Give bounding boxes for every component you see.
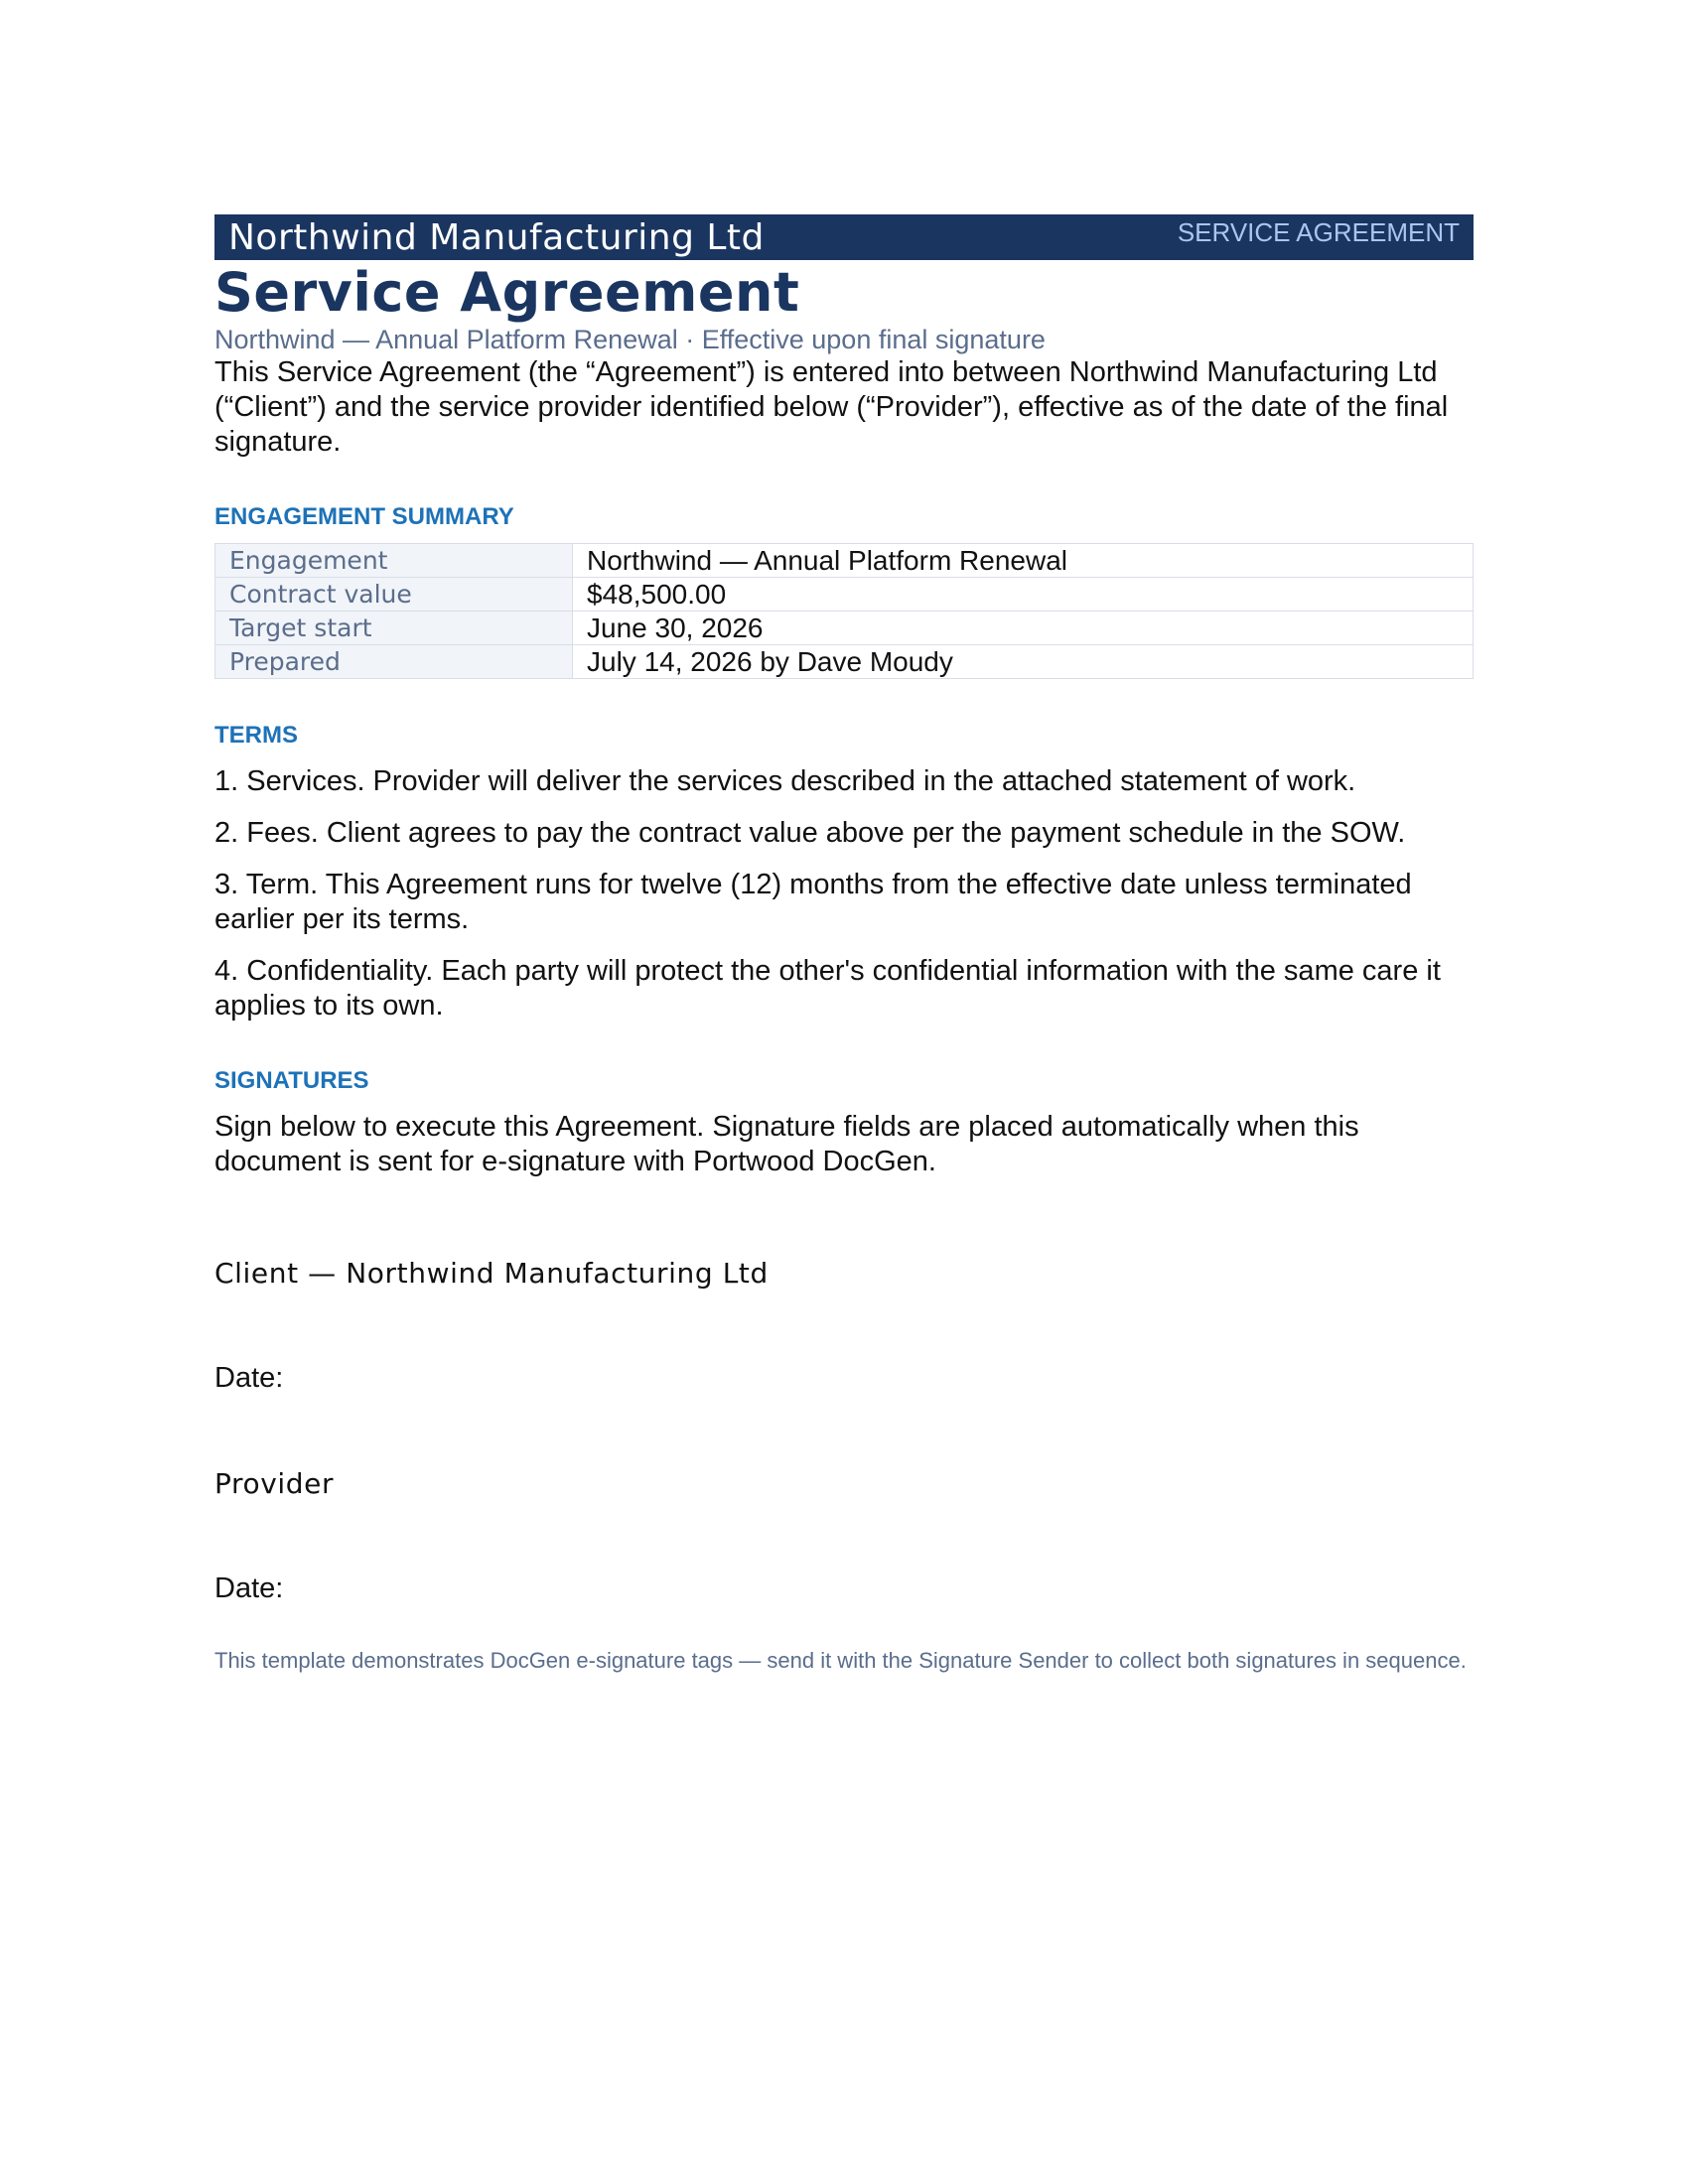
document-page bbox=[214, 214, 1474, 1678]
signatures-heading: SIGNATURES bbox=[214, 1067, 369, 1094]
term-item-services: 1. Services. Provider will deliver the services described in the attached statement of work. bbox=[214, 765, 1356, 797]
engagement-summary-table bbox=[214, 543, 1474, 679]
row-label: Contract value bbox=[215, 578, 573, 612]
document-subtitle: Northwind — Annual Platform Renewal · Effective upon final signature bbox=[214, 325, 1046, 354]
table-row bbox=[215, 612, 1474, 645]
signatures-intro: Sign below to execute this Agreement. Signature fields are placed automatically when this document is sent for e-signature with Portwood DocGen. bbox=[214, 1111, 1359, 1177]
document-type-tag: SERVICE AGREEMENT bbox=[1177, 217, 1460, 247]
document-title: Service Agreement bbox=[214, 261, 800, 324]
client-date-label: Date: bbox=[214, 1362, 284, 1394]
row-value: $48,500.00 bbox=[573, 578, 1474, 612]
row-value: Northwind — Annual Platform Renewal bbox=[573, 544, 1474, 578]
client-signature-label: Client — Northwind Manufacturing Ltd bbox=[214, 1257, 769, 1290]
row-label: Engagement bbox=[215, 544, 573, 578]
row-label: Prepared bbox=[215, 645, 573, 679]
provider-signature-label: Provider bbox=[214, 1467, 335, 1500]
row-value: June 30, 2026 bbox=[573, 612, 1474, 645]
provider-date-label: Date: bbox=[214, 1572, 284, 1604]
term-item-term: 3. Term. This Agreement runs for twelve (12) months from the effective date unless terminated earlier per its terms. bbox=[214, 869, 1412, 935]
row-label: Target start bbox=[215, 612, 573, 645]
company-name: Northwind Manufacturing Ltd bbox=[228, 217, 765, 258]
terms-heading: TERMS bbox=[214, 722, 298, 749]
row-value: July 14, 2026 by Dave Moudy bbox=[573, 645, 1474, 679]
table-row bbox=[215, 544, 1474, 578]
terms-list bbox=[214, 764, 1474, 1024]
term-item-confidentiality: 4. Confidentiality. Each party will protect the other's confidential information with the same care it applies to its own. bbox=[214, 955, 1441, 1022]
intro-paragraph: This Service Agreement (the “Agreement”) is entered into between Northwind Manufacturing Ltd (“Client”) and the service provider identified below (“Provider”), effective as of the date of the final signature. bbox=[214, 356, 1449, 458]
term-item-fees: 2. Fees. Client agrees to pay the contract value above per the payment schedule in the SOW. bbox=[214, 817, 1406, 849]
engagement-summary-heading: ENGAGEMENT SUMMARY bbox=[214, 503, 514, 530]
table-row bbox=[215, 578, 1474, 612]
table-row bbox=[215, 645, 1474, 679]
header-bar bbox=[214, 214, 1474, 260]
template-footnote: This template demonstrates DocGen e-signature tags — send it with the Signature Sender to collect both signatures in sequence. bbox=[214, 1648, 1467, 1673]
